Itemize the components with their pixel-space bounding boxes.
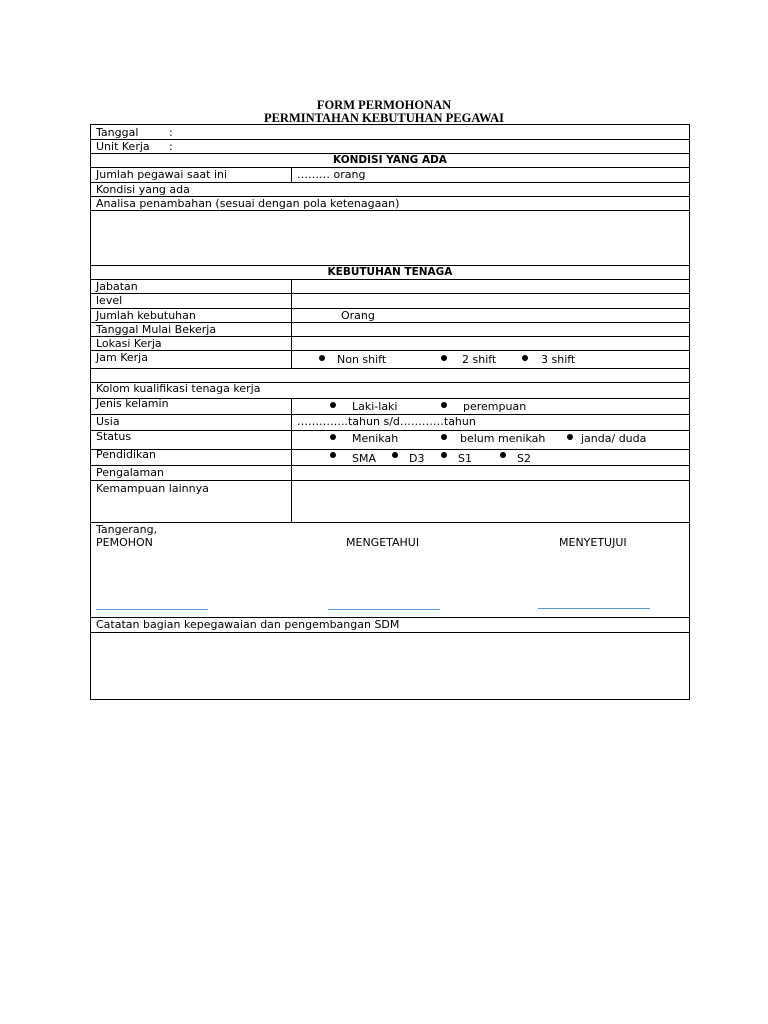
jam-option-2-shift[interactable]: 2 shift	[462, 353, 497, 366]
request-form-table	[90, 124, 690, 700]
mengetahui-label: MENGETAHUI	[346, 536, 420, 549]
level-label: level	[96, 294, 123, 307]
bullet-icon[interactable]	[330, 452, 336, 458]
signature-place: Tangerang,	[96, 523, 158, 536]
bullet-icon[interactable]	[330, 434, 336, 440]
jam-option-3-shift[interactable]: 3 shift	[541, 353, 576, 366]
pendidikan-option-s1[interactable]: S1	[458, 452, 472, 465]
jumlah-pegawai-value[interactable]: ……… orang	[297, 168, 366, 181]
usia-value[interactable]: …………..tahun s/d…………tahun	[297, 415, 476, 428]
pendidikan-option-sma[interactable]: SMA	[352, 452, 376, 465]
jumlah-kebutuhan-label: Jumlah kebutuhan	[96, 309, 196, 322]
bullet-icon[interactable]	[522, 355, 528, 361]
mengetahui-signature-line[interactable]	[328, 609, 440, 610]
kondisi-label: Kondisi yang ada	[96, 183, 190, 196]
kondisi-heading: KONDISI YANG ADA	[333, 154, 447, 166]
form-subtitle: PERMINTAHAN KEBUTUHAN PEGAWAI	[263, 111, 505, 125]
tanggal-colon: :	[169, 126, 173, 139]
bullet-icon[interactable]	[392, 452, 398, 458]
pendidikan-label: Pendidikan	[96, 448, 156, 461]
jenis-option-perempuan[interactable]: perempuan	[463, 400, 527, 413]
kemampuan-label: Kemampuan lainnya	[96, 482, 209, 495]
bullet-icon[interactable]	[441, 452, 447, 458]
pemohon-label: PEMOHON	[96, 536, 153, 549]
unit-kerja-label: Unit Kerja	[96, 140, 150, 153]
pengalaman-label: Pengalaman	[96, 466, 164, 479]
bullet-icon[interactable]	[500, 452, 506, 458]
catatan-label: Catatan bagian kepegawaian dan pengembangan SDM	[96, 618, 400, 631]
bullet-icon[interactable]	[567, 434, 573, 440]
unit-kerja-colon: :	[169, 140, 173, 153]
bullet-icon[interactable]	[441, 355, 447, 361]
bullet-icon[interactable]	[319, 355, 325, 361]
kualifikasi-heading: Kolom kualifikasi tenaga kerja	[96, 382, 261, 395]
jam-option-non-shift[interactable]: Non shift	[337, 353, 387, 366]
usia-label: Usia	[96, 415, 120, 428]
kebutuhan-heading: KEBUTUHAN TENAGA	[327, 266, 453, 278]
lokasi-kerja-label: Lokasi Kerja	[96, 337, 162, 350]
jenis-option-laki-laki[interactable]: Laki-laki	[352, 400, 398, 413]
jumlah-pegawai-label: Jumlah pegawai saat ini	[96, 168, 228, 181]
pemohon-signature-line[interactable]	[96, 609, 208, 610]
pendidikan-option-s2[interactable]: S2	[517, 452, 531, 465]
tanggal-mulai-label: Tanggal Mulai Bekerja	[96, 323, 217, 336]
status-option-menikah[interactable]: Menikah	[352, 432, 399, 445]
analisa-label: Analisa penambahan (sesuai dengan pola ketenagaan)	[96, 197, 400, 210]
status-option-janda-duda[interactable]: janda/ duda	[581, 432, 647, 445]
jam-kerja-label: Jam Kerja	[96, 351, 148, 364]
menyetujui-signature-line[interactable]	[538, 608, 650, 609]
bullet-icon[interactable]	[330, 402, 336, 408]
menyetujui-label: MENYETUJUI	[559, 536, 627, 549]
status-option-belum-menikah[interactable]: belum menikah	[460, 432, 546, 445]
pendidikan-option-d3[interactable]: D3	[409, 452, 425, 465]
form-title: FORM PERMOHONAN	[316, 98, 452, 112]
bullet-icon[interactable]	[441, 434, 447, 440]
tanggal-label: Tanggal	[96, 126, 139, 139]
jabatan-label: Jabatan	[96, 280, 138, 293]
jenis-kelamin-label: Jenis kelamin	[96, 397, 169, 410]
bullet-icon[interactable]	[441, 402, 447, 408]
jumlah-kebutuhan-value[interactable]: Orang	[341, 309, 375, 322]
status-label: Status	[96, 430, 132, 443]
